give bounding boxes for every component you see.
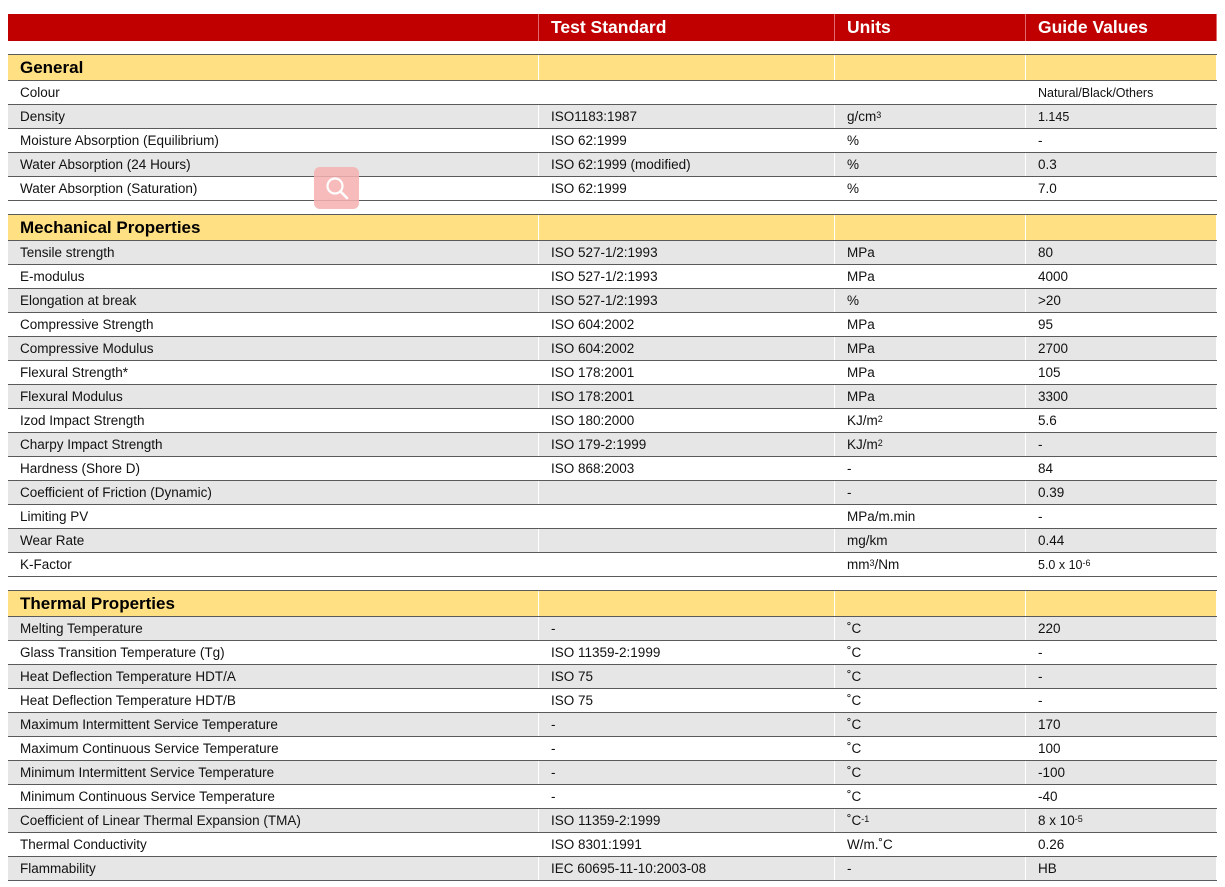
standard-cell-text: ISO 604:2002: [551, 341, 635, 356]
standard-cell-text: ISO 75: [551, 693, 594, 708]
table-row: [8, 617, 1217, 641]
section-blank: [539, 215, 835, 240]
unit-cell: [835, 529, 1026, 552]
section-header-mechanical: [8, 214, 1217, 241]
property-cell-text: Heat Deflection Temperature HDT/B: [20, 693, 236, 708]
value-cell-text: HB: [1038, 861, 1057, 876]
standard-cell-text: ISO 527-1/2:1993: [551, 293, 658, 308]
property-cell-text: E-modulus: [20, 269, 85, 284]
standard-cell-text: ISO 62:1999: [551, 133, 627, 148]
unit-cell-text: MPa: [847, 341, 875, 356]
value-cell: [1026, 737, 1217, 760]
value-cell: [1026, 433, 1217, 456]
value-cell: 8 x 10 $^{-5}$: [1026, 809, 1217, 832]
standard-cell: [539, 689, 835, 712]
section-title: [8, 591, 539, 616]
unit-cell-text: %: [847, 181, 860, 196]
value-cell: [1026, 785, 1217, 808]
property-cell-text: Colour: [20, 85, 60, 100]
standard-cell: [539, 177, 835, 200]
value-cell-text: 80: [1038, 245, 1054, 260]
property-cell-text: Water Absorption (Saturation): [20, 181, 198, 196]
standard-cell: [539, 457, 835, 480]
section-title-text: General: [20, 57, 84, 77]
property-cell-text: Glass Transition Temperature (Tg): [20, 645, 225, 660]
property-cell: [8, 617, 539, 640]
section-gap: [8, 201, 1217, 214]
section-gap: [8, 577, 1217, 590]
property-cell: [8, 665, 539, 688]
property-cell: [8, 689, 539, 712]
property-cell-text: Minimum Continuous Service Temperature: [20, 789, 275, 804]
value-cell: [1026, 129, 1217, 152]
table-row: [8, 265, 1217, 289]
value-cell: [1026, 105, 1217, 128]
property-cell: [8, 433, 539, 456]
table-row: [8, 289, 1217, 313]
property-cell: [8, 313, 539, 336]
section-title: [8, 215, 539, 240]
section-blank: [1026, 55, 1217, 80]
zoom-search-icon[interactable]: [314, 167, 359, 209]
unit-cell-text: ˚C: [847, 693, 862, 708]
standard-cell: [539, 505, 835, 528]
standard-cell: [539, 713, 835, 736]
unit-cell-text: KJ/m: [847, 437, 878, 452]
standard-cell: [539, 857, 835, 880]
unit-cell: [835, 241, 1026, 264]
value-cell: [1026, 761, 1217, 784]
unit-cell-text: ˚C: [847, 621, 862, 636]
standard-cell: [539, 241, 835, 264]
property-cell-text: Minimum Intermittent Service Temperature: [20, 765, 275, 780]
table-row: [8, 529, 1217, 553]
value-cell: [1026, 481, 1217, 504]
value-cell-text: 100: [1038, 741, 1061, 756]
value-cell-text: 2700: [1038, 341, 1069, 356]
unit-cell-text: -: [847, 861, 852, 876]
section-title-text: Thermal Properties: [20, 593, 175, 613]
value-cell-text: -: [1038, 693, 1043, 708]
unit-cell-text: MPa: [847, 317, 875, 332]
unit-cell-text: ˚C: [847, 645, 862, 660]
value-cell: [1026, 529, 1217, 552]
property-cell: [8, 553, 539, 576]
property-cell: [8, 361, 539, 384]
property-cell-text: Wear Rate: [20, 533, 85, 548]
section-title-text: Mechanical Properties: [20, 217, 201, 237]
unit-cell: [835, 833, 1026, 856]
property-cell: [8, 481, 539, 504]
section-header-general: [8, 54, 1217, 81]
section-header-thermal: [8, 590, 1217, 617]
value-cell-text: 4000: [1038, 269, 1069, 284]
table-row: [8, 337, 1217, 361]
value-cell: [1026, 641, 1217, 664]
standard-cell: [539, 153, 835, 176]
value-cell: [1026, 177, 1217, 200]
table-row: [8, 409, 1217, 433]
property-cell: [8, 265, 539, 288]
unit-cell: [835, 81, 1026, 104]
value-cell-text: -: [1038, 133, 1043, 148]
property-cell: [8, 641, 539, 664]
value-cell: [1026, 409, 1217, 432]
unit-cell-text: MPa: [847, 269, 875, 284]
property-cell: [8, 81, 539, 104]
value-cell-text: -40: [1038, 789, 1058, 804]
table-row: [8, 833, 1217, 857]
standard-cell: [539, 785, 835, 808]
table-row: [8, 129, 1217, 153]
property-cell-text: Maximum Intermittent Service Temperature: [20, 717, 278, 732]
property-cell: [8, 177, 539, 200]
property-cell-text: Heat Deflection Temperature HDT/A: [20, 669, 236, 684]
property-cell: [8, 409, 539, 432]
property-cell: [8, 761, 539, 784]
value-cell-text: 84: [1038, 461, 1054, 476]
standard-cell: [539, 433, 835, 456]
property-cell-text: Flexural Modulus: [20, 389, 123, 404]
property-cell: [8, 857, 539, 880]
table-row: [8, 457, 1217, 481]
standard-cell: [539, 737, 835, 760]
table-row: [8, 761, 1217, 785]
standard-cell: [539, 313, 835, 336]
value-cell: [1026, 361, 1217, 384]
property-cell-text: Melting Temperature: [20, 621, 143, 636]
standard-cell: [539, 337, 835, 360]
unit-cell: ˚C $^{-1}$: [835, 809, 1026, 832]
property-cell: [8, 809, 539, 832]
properties-table: [8, 14, 1217, 881]
value-cell-text: 5.6: [1038, 413, 1057, 428]
standard-cell-text: -: [551, 741, 556, 756]
unit-cell-text: -: [847, 485, 852, 500]
unit-cell-text: ˚C: [847, 669, 862, 684]
section-blank: [1026, 591, 1217, 616]
standard-cell: [539, 833, 835, 856]
value-cell: [1026, 857, 1217, 880]
table-row: [8, 713, 1217, 737]
table-row: [8, 81, 1217, 105]
standard-cell: [539, 809, 835, 832]
table-row: [8, 241, 1217, 265]
standard-cell: [539, 665, 835, 688]
property-cell: [8, 385, 539, 408]
table-row: [8, 105, 1217, 129]
value-cell: [1026, 689, 1217, 712]
property-cell-text: Limiting PV: [20, 509, 89, 524]
standard-cell-text: ISO 178:2001: [551, 389, 635, 404]
standard-cell-text: ISO 527-1/2:1993: [551, 269, 658, 284]
property-cell: [8, 505, 539, 528]
unit-cell-text: KJ/m: [847, 413, 878, 428]
value-cell-text: 95: [1038, 317, 1054, 332]
unit-cell: [835, 153, 1026, 176]
unit-cell-text: ˚C: [847, 717, 862, 732]
unit-tail: /Nm: [874, 557, 900, 572]
property-cell: [8, 337, 539, 360]
section-blank: [539, 55, 835, 80]
table-row: [8, 361, 1217, 385]
table-row: [8, 313, 1217, 337]
property-cell-text: Maximum Continuous Service Temperature: [20, 741, 279, 756]
standard-cell-text: ISO 8301:1991: [551, 837, 642, 852]
value-cell-text: 170: [1038, 717, 1061, 732]
table-row: [8, 857, 1217, 881]
standard-cell-text: ISO1183:1987: [551, 109, 638, 124]
table-row: [8, 481, 1217, 505]
unit-cell: [835, 289, 1026, 312]
value-cell-text: 0.3: [1038, 157, 1057, 172]
unit-cell-text: ˚C: [847, 789, 862, 804]
property-cell: [8, 153, 539, 176]
unit-cell: [835, 761, 1026, 784]
unit-cell: [835, 361, 1026, 384]
property-cell-text: Izod Impact Strength: [20, 413, 145, 428]
unit-cell: [835, 313, 1026, 336]
table-body: [8, 41, 1217, 881]
section-blank: [1026, 215, 1217, 240]
property-cell-text: Tensile strength: [20, 245, 115, 260]
property-cell-text: Charpy Impact Strength: [20, 437, 163, 452]
header-property: [8, 14, 539, 41]
table-row: [8, 505, 1217, 529]
property-cell: [8, 289, 539, 312]
value-cell-text: -: [1038, 669, 1043, 684]
value-cell-text: 3300: [1038, 389, 1069, 404]
standard-cell-text: ISO 180:2000: [551, 413, 635, 428]
value-cell-text: -100: [1038, 765, 1066, 780]
table-row: [8, 553, 1217, 577]
value-cell: [1026, 241, 1217, 264]
standard-cell-text: ISO 604:2002: [551, 317, 635, 332]
value-cell: [1026, 337, 1217, 360]
value-cell: [1026, 457, 1217, 480]
value-cell: [1026, 833, 1217, 856]
value-cell-text: 1.145: [1038, 109, 1070, 124]
unit-cell: [835, 713, 1026, 736]
property-cell: [8, 105, 539, 128]
unit-cell: [835, 505, 1026, 528]
table-row: [8, 177, 1217, 201]
unit-cell: [835, 665, 1026, 688]
property-cell-text: Density: [20, 109, 66, 124]
standard-cell-text: -: [551, 717, 556, 732]
unit-cell: [835, 737, 1026, 760]
property-cell-text: Coefficient of Friction (Dynamic): [20, 485, 212, 500]
standard-cell-text: -: [551, 765, 556, 780]
property-cell-text: Flexural Strength*: [20, 365, 129, 380]
standard-cell: [539, 617, 835, 640]
standard-cell-text: ISO 178:2001: [551, 365, 635, 380]
value-cell-text: 7.0: [1038, 181, 1057, 196]
value-cell-text: 0.39: [1038, 485, 1065, 500]
property-cell-text: Compressive Modulus: [20, 341, 154, 356]
unit-cell: [835, 785, 1026, 808]
value-cell: [1026, 505, 1217, 528]
property-cell: [8, 241, 539, 264]
value-cell: [1026, 313, 1217, 336]
standard-cell: [539, 553, 835, 576]
unit-cell-text: MPa/m.min: [847, 509, 916, 524]
property-cell: [8, 713, 539, 736]
unit-cell: [835, 481, 1026, 504]
section-blank: [539, 591, 835, 616]
unit-cell-text: %: [847, 157, 860, 172]
value-cell: [1026, 713, 1217, 736]
unit-cell: g/cm $^3$: [835, 105, 1026, 128]
property-cell-text: Moisture Absorption (Equilibrium): [20, 133, 219, 148]
unit-cell-text: mg/km: [847, 533, 888, 548]
value-cell: [1026, 153, 1217, 176]
value-cell: [1026, 81, 1217, 104]
value-cell-text: 8 x 10: [1038, 813, 1075, 828]
standard-cell: [539, 361, 835, 384]
standard-cell-text: ISO 868:2003: [551, 461, 635, 476]
value-cell: [1026, 665, 1217, 688]
value-cell: 5.0 x 10 $^{-6}$: [1026, 553, 1217, 576]
value-cell: [1026, 289, 1217, 312]
standard-cell-text: ISO 179-2:1999: [551, 437, 647, 452]
section-gap: [8, 41, 1217, 54]
unit-cell-text: MPa: [847, 389, 875, 404]
property-cell: [8, 737, 539, 760]
table-row: [8, 809, 1217, 833]
standard-cell: [539, 481, 835, 504]
standard-cell-text: ISO 62:1999 (modified): [551, 157, 691, 172]
value-cell-text: Natural/Black/Others: [1038, 85, 1154, 100]
table-row: [8, 153, 1217, 177]
header-test-standard: Test Standard: [539, 14, 835, 41]
standard-cell-text: -: [551, 789, 556, 804]
standard-cell: [539, 409, 835, 432]
value-cell-text: -: [1038, 437, 1043, 452]
standard-cell: [539, 129, 835, 152]
value-cell-text: 0.26: [1038, 837, 1065, 852]
unit-cell: [835, 617, 1026, 640]
table-row: [8, 785, 1217, 809]
unit-cell-text: mm: [847, 557, 870, 572]
value-cell-text: 105: [1038, 365, 1061, 380]
standard-cell-text: ISO 11359-2:1999: [551, 645, 661, 660]
value-cell: [1026, 385, 1217, 408]
property-cell-text: K-Factor: [20, 557, 72, 572]
property-cell-text: Hardness (Shore D): [20, 461, 141, 476]
property-cell-text: Elongation at break: [20, 293, 137, 308]
unit-cell: [835, 337, 1026, 360]
property-cell: [8, 529, 539, 552]
value-cell-text: >20: [1038, 293, 1061, 308]
header-guide-values: Guide Values: [1026, 14, 1217, 41]
standard-cell: [539, 761, 835, 784]
standard-cell: [539, 529, 835, 552]
property-cell: [8, 785, 539, 808]
property-cell-text: Water Absorption (24 Hours): [20, 157, 191, 172]
unit-cell-text: ˚C: [847, 741, 862, 756]
unit-cell: KJ/m $^2$: [835, 409, 1026, 432]
value-cell-text: 5.0 x 10: [1038, 557, 1083, 572]
value-cell-text: -: [1038, 645, 1043, 660]
unit-cell: KJ/m $^2$: [835, 433, 1026, 456]
value-cell-text: 220: [1038, 621, 1061, 636]
standard-cell: [539, 641, 835, 664]
property-cell: [8, 457, 539, 480]
standard-cell-text: -: [551, 621, 556, 636]
header-units: Units: [835, 14, 1026, 41]
standard-cell-text: IEC 60695-11-10:2003-08: [551, 861, 707, 876]
property-cell-text: Coefficient of Linear Thermal Expansion (TMA): [20, 813, 301, 828]
unit-cell: [835, 457, 1026, 480]
unit-cell: [835, 689, 1026, 712]
unit-cell-text: ˚C: [847, 765, 862, 780]
table-row: [8, 385, 1217, 409]
standard-cell: [539, 105, 835, 128]
standard-cell-text: ISO 62:1999: [551, 181, 627, 196]
section-title: [8, 55, 539, 80]
unit-cell-text: -: [847, 461, 852, 476]
standard-cell: [539, 265, 835, 288]
section-blank: [835, 215, 1026, 240]
table-header: [8, 14, 1217, 41]
unit-cell-text: W/m.˚C: [847, 837, 893, 852]
section-blank: [835, 55, 1026, 80]
value-cell: [1026, 265, 1217, 288]
unit-cell: [835, 857, 1026, 880]
table-row: [8, 737, 1217, 761]
unit-cell-text: g/cm: [847, 109, 877, 124]
unit-cell: [835, 385, 1026, 408]
standard-cell: [539, 385, 835, 408]
section-blank: [835, 591, 1026, 616]
property-cell: [8, 129, 539, 152]
unit-cell-text: %: [847, 293, 860, 308]
unit-cell: [835, 265, 1026, 288]
standard-cell-text: ISO 527-1/2:1993: [551, 245, 658, 260]
unit-cell: [835, 641, 1026, 664]
unit-cell: mm $^3$ /Nm: [835, 553, 1026, 576]
standard-cell-text: ISO 11359-2:1999: [551, 813, 661, 828]
property-cell-text: Flammability: [20, 861, 96, 876]
standard-cell-text: ISO 75: [551, 669, 594, 684]
value-cell: [1026, 617, 1217, 640]
value-cell-text: -: [1038, 509, 1043, 524]
table-row: [8, 433, 1217, 457]
standard-cell: [539, 81, 835, 104]
unit-cell-text: ˚C: [847, 813, 862, 828]
unit-cell-text: MPa: [847, 365, 875, 380]
unit-cell: [835, 177, 1026, 200]
property-cell-text: Compressive Strength: [20, 317, 154, 332]
standard-cell: [539, 289, 835, 312]
table-row: [8, 689, 1217, 713]
table-row: [8, 665, 1217, 689]
property-cell: [8, 833, 539, 856]
unit-cell-text: %: [847, 133, 860, 148]
property-cell-text: Thermal Conductivity: [20, 837, 147, 852]
unit-cell: [835, 129, 1026, 152]
unit-cell-text: MPa: [847, 245, 875, 260]
table-row: [8, 641, 1217, 665]
value-cell-text: 0.44: [1038, 533, 1065, 548]
